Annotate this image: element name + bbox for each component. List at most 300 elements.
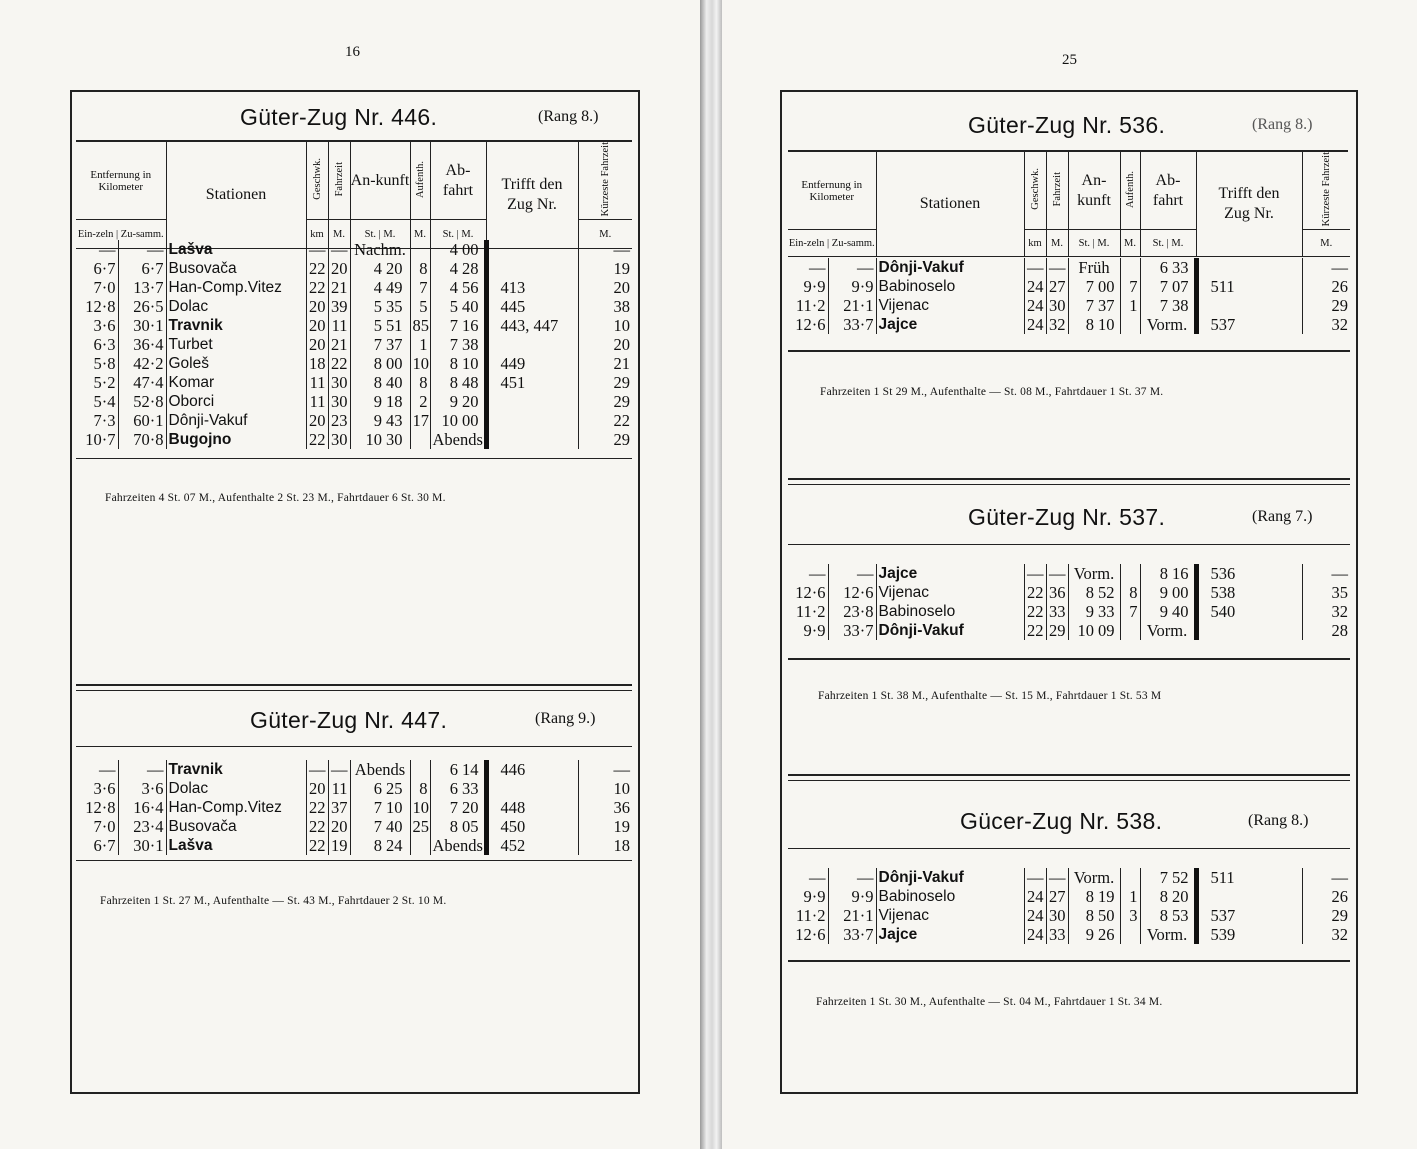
- departure-minute: 00: [462, 240, 479, 259]
- min-unit: M.: [383, 228, 396, 240]
- min-unit: M.: [1046, 230, 1068, 257]
- stop-duration: 8: [410, 259, 430, 278]
- table-row: [76, 278, 632, 297]
- distance-header: Entfernung in Kilometer: [788, 152, 876, 230]
- train-title: Güter-Zug Nr. 446.: [240, 104, 438, 130]
- shortest-time: —: [1302, 564, 1350, 583]
- distance-header: Entfernung in Kilometer: [76, 142, 166, 220]
- connecting-train: [486, 411, 578, 430]
- stop-duration: [1120, 621, 1140, 640]
- arrival-minute: 43: [386, 411, 403, 430]
- distance-single: 6·7: [93, 259, 116, 278]
- connecting-train: 537: [1196, 315, 1302, 334]
- distance-single: 9·9: [803, 887, 826, 906]
- min-unit: M.: [1171, 237, 1184, 249]
- departure-hour: Vorm.: [1140, 315, 1196, 334]
- arrival-minute: 40: [386, 373, 403, 392]
- departure-minute: 33: [1172, 258, 1189, 277]
- departure-header: Ab-fahrt: [1140, 152, 1196, 230]
- rule: [76, 746, 632, 747]
- total-km-header: Zu-samm.: [831, 237, 875, 249]
- departure-minute: 10: [462, 354, 479, 373]
- connecting-train: [1196, 887, 1302, 906]
- distance-single: 9·9: [803, 621, 826, 640]
- station-name: Jajce: [876, 315, 1024, 334]
- book-gutter: [700, 0, 722, 1149]
- runtime: —: [1046, 564, 1068, 583]
- runtime: 30: [328, 373, 350, 392]
- distance-total: 70·8: [118, 430, 166, 449]
- timetable: [788, 564, 1350, 640]
- departure-minute: 05: [462, 817, 479, 836]
- station-name: Travnik: [166, 316, 306, 335]
- shortest-time: 18: [578, 836, 632, 855]
- station-name: Babinoselo: [876, 887, 1024, 906]
- min-unit: M.: [1302, 230, 1350, 257]
- runtime: 30: [1046, 296, 1068, 315]
- departure-minute: 20: [462, 798, 479, 817]
- km-unit: km: [306, 220, 328, 249]
- left-page: [0, 0, 700, 1149]
- min-unit: M.: [410, 220, 430, 249]
- station-name: Dolac: [166, 779, 306, 798]
- departure-minute: 53: [1172, 906, 1189, 925]
- distance-single: 5·2: [93, 373, 116, 392]
- departure-minute: 00: [462, 411, 479, 430]
- train-rank: (Rang 9.): [535, 710, 596, 727]
- speed: 20: [306, 297, 328, 316]
- shortest-time: 19: [578, 259, 632, 278]
- distance-total: 12·6: [828, 583, 876, 602]
- arrival-hour: 5: [350, 297, 384, 316]
- train-title: Güter-Zug Nr. 447.: [250, 707, 448, 733]
- departure-minute: 20: [1172, 887, 1189, 906]
- stations-header: Stationen: [166, 142, 306, 249]
- arrival-hour: 6: [350, 779, 384, 798]
- stop-duration: 25: [410, 817, 430, 836]
- arrival-hour: 8: [1068, 906, 1096, 925]
- departure-minute: 16: [462, 316, 479, 335]
- shortest-time: 22: [578, 411, 632, 430]
- distance-total: 23·8: [828, 602, 876, 621]
- departure-hour: 9: [1140, 583, 1170, 602]
- distance-total: 52·8: [118, 392, 166, 411]
- arrival-minute: 52: [1098, 583, 1115, 602]
- departure-minute: 00: [1172, 583, 1189, 602]
- connecting-train: 449: [486, 354, 578, 373]
- table-row: [76, 373, 632, 392]
- stop-duration: 5: [410, 297, 430, 316]
- stop-duration: 10: [410, 798, 430, 817]
- runtime: 20: [328, 817, 350, 836]
- runtime: 27: [1046, 277, 1068, 296]
- rule: [788, 774, 1350, 776]
- distance-total: 13·7: [118, 278, 166, 297]
- arrival-minute: 09: [1098, 621, 1115, 640]
- stop-duration: [1120, 925, 1140, 944]
- arrival-minute: 19: [1098, 887, 1115, 906]
- arrival-minute: 50: [1098, 906, 1115, 925]
- stop-header: Aufenth.: [414, 160, 426, 198]
- min-unit: M.: [461, 228, 474, 240]
- arrival-hour: 8: [350, 373, 384, 392]
- station-name: Komar: [166, 373, 306, 392]
- connecting-train: [486, 392, 578, 411]
- timetable: [788, 258, 1350, 334]
- distance-total: 33·7: [828, 925, 876, 944]
- departure-minute: 48: [462, 373, 479, 392]
- distance-single: 3·6: [93, 316, 116, 335]
- distance-single: —: [99, 760, 116, 779]
- departure-hour: 8: [430, 373, 460, 392]
- speed: 24: [1024, 906, 1046, 925]
- stop-duration: 7: [410, 278, 430, 297]
- station-name: Dolac: [166, 297, 306, 316]
- speed: 11: [306, 392, 328, 411]
- stop-duration: 7: [1120, 602, 1140, 621]
- shortest-time-header: Kürzeste Fahrzeit: [1320, 152, 1332, 227]
- shortest-time: —: [1302, 868, 1350, 887]
- distance-total: 42·2: [118, 354, 166, 373]
- distance-single: 5·8: [93, 354, 116, 373]
- departure-hour: 8: [430, 354, 460, 373]
- shortest-time: 29: [578, 392, 632, 411]
- runtime-header: Fahrzeit: [1051, 171, 1063, 207]
- table-row: [76, 760, 632, 779]
- station-name: Turbet: [166, 335, 306, 354]
- connecting-train: 443, 447: [486, 316, 578, 335]
- distance-single: —: [809, 868, 826, 887]
- speed: 20: [306, 335, 328, 354]
- distance-total: 30·1: [118, 316, 166, 335]
- train-rank: (Rang 8.): [1252, 116, 1313, 133]
- speed: —: [306, 760, 328, 779]
- departure-hour: 7: [430, 335, 460, 354]
- distance-total: —: [828, 258, 876, 277]
- runtime: —: [1046, 868, 1068, 887]
- shortest-time: 26: [1302, 887, 1350, 906]
- runtime: —: [1046, 258, 1068, 277]
- arrival-minute: 35: [386, 297, 403, 316]
- arrival-hour: 8: [1068, 887, 1096, 906]
- min-unit: M.: [1097, 237, 1110, 249]
- arrival-hour: Früh: [1068, 258, 1120, 277]
- table-row: [76, 297, 632, 316]
- runtime: 36: [1046, 583, 1068, 602]
- rule: [788, 960, 1350, 962]
- runtime: 39: [328, 297, 350, 316]
- runtime: —: [328, 760, 350, 779]
- table-row: [788, 602, 1350, 621]
- distance-single: 12·6: [795, 925, 826, 944]
- shortest-time: 29: [1302, 296, 1350, 315]
- runtime-header: Fahrzeit: [333, 161, 345, 197]
- shortest-time: 10: [578, 316, 632, 335]
- arrival-minute: 00: [386, 354, 403, 373]
- arrival-hour: Vorm.: [1068, 868, 1120, 887]
- rule: [788, 658, 1350, 660]
- station-name: Vijenac: [876, 583, 1024, 602]
- rule: [76, 690, 632, 691]
- stop-duration: 2: [410, 392, 430, 411]
- runtime: 33: [1046, 925, 1068, 944]
- table-row: [788, 296, 1350, 315]
- arrival-hour: 4: [350, 278, 384, 297]
- distance-single: —: [809, 258, 826, 277]
- speed: 20: [306, 779, 328, 798]
- departure-hour: 6: [430, 760, 460, 779]
- rule: [76, 860, 632, 861]
- table-row: [76, 259, 632, 278]
- distance-single: 3·6: [93, 779, 116, 798]
- departure-hour: 5: [430, 297, 460, 316]
- departure-hour: 7: [430, 798, 460, 817]
- arrival-header: An-kunft: [350, 142, 410, 220]
- runtime: 21: [328, 335, 350, 354]
- rule: [76, 684, 632, 686]
- shortest-time: 29: [578, 430, 632, 449]
- departure-hour: 7: [430, 316, 460, 335]
- km-unit: km: [1024, 230, 1046, 257]
- runtime: 22: [328, 354, 350, 373]
- total-km-header: Zu-samm.: [120, 228, 164, 240]
- distance-single: 6·7: [93, 836, 116, 855]
- speed: 22: [306, 430, 328, 449]
- connecting-train: 450: [486, 817, 578, 836]
- departure-hour: 6: [1140, 258, 1170, 277]
- distance-total: 21·1: [828, 906, 876, 925]
- station-name: Travnik: [166, 760, 306, 779]
- table-row: [788, 258, 1350, 277]
- distance-single: 12·6: [795, 315, 826, 334]
- speed: 24: [1024, 315, 1046, 334]
- distance-total: 33·7: [828, 315, 876, 334]
- arrival-minute: 10: [386, 798, 403, 817]
- train-footer: Fahrzeiten 4 St. 07 M., Aufenthalte 2 St. 23 M., Fahrtdauer 6 St. 30 M.: [105, 492, 446, 504]
- train-footer: Fahrzeiten 1 St 29 M., Aufenthalte — St. 08 M., Fahrtdauer 1 St. 37 M.: [820, 386, 1164, 398]
- speed: 18: [306, 354, 328, 373]
- arrival-minute: 33: [1098, 602, 1115, 621]
- shortest-time: 38: [578, 297, 632, 316]
- runtime: 19: [328, 836, 350, 855]
- speed-header: Geschwk.: [311, 158, 323, 201]
- shortest-time: 21: [578, 354, 632, 373]
- stop-duration: [1120, 258, 1140, 277]
- departure-hour: 9: [430, 392, 460, 411]
- arrival-hour: 8: [1068, 583, 1096, 602]
- distance-single: 7·3: [93, 411, 116, 430]
- departure-hour: 4: [430, 240, 460, 259]
- speed: —: [306, 240, 328, 259]
- station-name: Babinoselo: [876, 277, 1024, 296]
- arrival-minute: 40: [386, 817, 403, 836]
- arrival-hour: 7: [350, 335, 384, 354]
- table-row: [76, 798, 632, 817]
- rule: [788, 544, 1350, 545]
- rule: [788, 350, 1350, 352]
- distance-total: —: [118, 240, 166, 259]
- runtime: 37: [328, 798, 350, 817]
- single-km-header: Ein-zeln: [77, 228, 114, 240]
- departure-hour: 8: [430, 817, 460, 836]
- arrival-hour: Abends: [350, 760, 410, 779]
- right-page: [722, 0, 1417, 1149]
- departure-minute: 40: [462, 297, 479, 316]
- table-row: [788, 621, 1350, 640]
- station-name: Oborci: [166, 392, 306, 411]
- arrival-minute: 00: [1098, 277, 1115, 296]
- connection-header: Trifft den Zug Nr.: [486, 142, 578, 249]
- speed: 24: [1024, 277, 1046, 296]
- runtime: 23: [328, 411, 350, 430]
- train-footer: Fahrzeiten 1 St. 38 M., Aufenthalte — St. 15 M., Fahrtdauer 1 St. 53 M: [818, 690, 1162, 702]
- distance-total: 9·9: [828, 277, 876, 296]
- station-name: Jajce: [876, 564, 1024, 583]
- arrival-minute: 24: [386, 836, 403, 855]
- table-row: [788, 906, 1350, 925]
- rule: [76, 458, 632, 459]
- stop-duration: [410, 240, 430, 259]
- runtime: 11: [328, 316, 350, 335]
- station-name: Han-Comp.Vitez: [166, 798, 306, 817]
- speed: 22: [306, 817, 328, 836]
- speed: 20: [306, 411, 328, 430]
- speed: 20: [306, 316, 328, 335]
- stop-duration: 8: [410, 373, 430, 392]
- connecting-train: [486, 259, 578, 278]
- station-name: Vijenac: [876, 296, 1024, 315]
- table-header: Entfernung in Kilometer Stationen Geschwk. Fahrzeit An-kunft Aufenth. Ab-fahrt Trifft den Zug Nr. Kürzeste Fahrzeit Ein-zeln | Zu-samm. km M. St. | M. M. St. | M. M.: [76, 142, 632, 249]
- shortest-time: 29: [578, 373, 632, 392]
- station-name: Dônji-Vakuf: [876, 258, 1024, 277]
- station-name: Lašva: [166, 836, 306, 855]
- table-row: [76, 430, 632, 449]
- distance-single: 9·9: [803, 277, 826, 296]
- speed: 22: [306, 798, 328, 817]
- departure-minute: 56: [462, 278, 479, 297]
- arrival-hour: 8: [1068, 315, 1096, 334]
- stop-header: Aufenth.: [1124, 170, 1136, 208]
- arrival-hour: 7: [350, 798, 384, 817]
- departure-hour: Vorm.: [1140, 925, 1196, 944]
- connection-header: Trifft den Zug Nr.: [1196, 152, 1302, 257]
- departure-minute: 38: [462, 335, 479, 354]
- departure-hour: 6: [430, 779, 460, 798]
- departure-hour: 7: [1140, 296, 1170, 315]
- arrival-minute: 30: [386, 430, 403, 449]
- station-name: Lašva: [166, 240, 306, 259]
- departure-hour: Abends: [430, 430, 486, 449]
- table-row: [788, 277, 1350, 296]
- arrival-hour: 9: [350, 392, 384, 411]
- distance-total: 3·6: [118, 779, 166, 798]
- shortest-time-header: Kürzeste Fahrzeit: [599, 142, 611, 217]
- station-name: Jajce: [876, 925, 1024, 944]
- arrival-minute: 10: [1098, 315, 1115, 334]
- single-km-header: Ein-zeln: [788, 237, 825, 249]
- runtime: 30: [328, 392, 350, 411]
- rule: [788, 484, 1350, 485]
- arrival-hour: Nachm.: [350, 240, 410, 259]
- departure-hour: 8: [1140, 887, 1170, 906]
- connecting-train: 540: [1196, 602, 1302, 621]
- connecting-train: 452: [486, 836, 578, 855]
- stop-duration: 10: [410, 354, 430, 373]
- station-name: Busovača: [166, 259, 306, 278]
- stop-duration: 7: [1120, 277, 1140, 296]
- distance-total: 9·9: [828, 887, 876, 906]
- min-unit: M.: [328, 220, 350, 249]
- hour-unit: St.: [442, 228, 455, 240]
- rule: [788, 478, 1350, 480]
- departure-minute: 14: [462, 760, 479, 779]
- departure-hour: 4: [430, 259, 460, 278]
- stop-duration: 1: [410, 335, 430, 354]
- arrival-minute: 20: [386, 259, 403, 278]
- hour-unit: St.: [1152, 237, 1165, 249]
- runtime: 20: [328, 259, 350, 278]
- connecting-train: 413: [486, 278, 578, 297]
- page-number: 25: [1062, 52, 1077, 68]
- train-title: Güter-Zug Nr. 537.: [968, 504, 1166, 530]
- distance-total: 60·1: [118, 411, 166, 430]
- arrival-hour: Vorm.: [1068, 564, 1120, 583]
- shortest-time: 32: [1302, 602, 1350, 621]
- departure-hour: 7: [1140, 277, 1170, 296]
- arrival-hour: 4: [350, 259, 384, 278]
- speed: 22: [306, 278, 328, 297]
- table-row: [788, 564, 1350, 583]
- connecting-train: 536: [1196, 564, 1302, 583]
- connecting-train: 445: [486, 297, 578, 316]
- departure-hour: Vorm.: [1140, 621, 1196, 640]
- table-row: [76, 316, 632, 335]
- departure-minute: 16: [1172, 564, 1189, 583]
- runtime: —: [328, 240, 350, 259]
- stop-duration: 1: [1120, 296, 1140, 315]
- connecting-train: 451: [486, 373, 578, 392]
- stop-duration: 17: [410, 411, 430, 430]
- distance-single: 11·2: [795, 906, 826, 925]
- table-row: [76, 817, 632, 836]
- departure-minute: 40: [1172, 602, 1189, 621]
- arrival-hour: 10: [350, 430, 384, 449]
- arrival-hour: 10: [1068, 621, 1096, 640]
- train-footer: Fahrzeiten 1 St. 27 M., Aufenthalte — St. 43 M., Fahrtdauer 2 St. 10 M.: [100, 895, 447, 907]
- min-unit: M.: [1120, 230, 1140, 257]
- page-number: 16: [345, 44, 360, 60]
- shortest-time: 32: [1302, 315, 1350, 334]
- runtime: 11: [328, 779, 350, 798]
- table-row: [76, 354, 632, 373]
- shortest-time: 32: [1302, 925, 1350, 944]
- departure-minute: 38: [1172, 296, 1189, 315]
- timetable: [76, 240, 632, 449]
- distance-single: —: [99, 240, 116, 259]
- departure-minute: 33: [462, 779, 479, 798]
- departure-minute: 07: [1172, 277, 1189, 296]
- runtime: 21: [328, 278, 350, 297]
- distance-single: 5·4: [93, 392, 116, 411]
- train-title: Gücer-Zug Nr. 538.: [960, 808, 1163, 834]
- min-unit: M.: [578, 220, 632, 249]
- distance-total: 47·4: [118, 373, 166, 392]
- distance-single: —: [809, 564, 826, 583]
- connecting-train: 446: [486, 760, 578, 779]
- shortest-time: 28: [1302, 621, 1350, 640]
- shortest-time: 29: [1302, 906, 1350, 925]
- speed: 22: [306, 836, 328, 855]
